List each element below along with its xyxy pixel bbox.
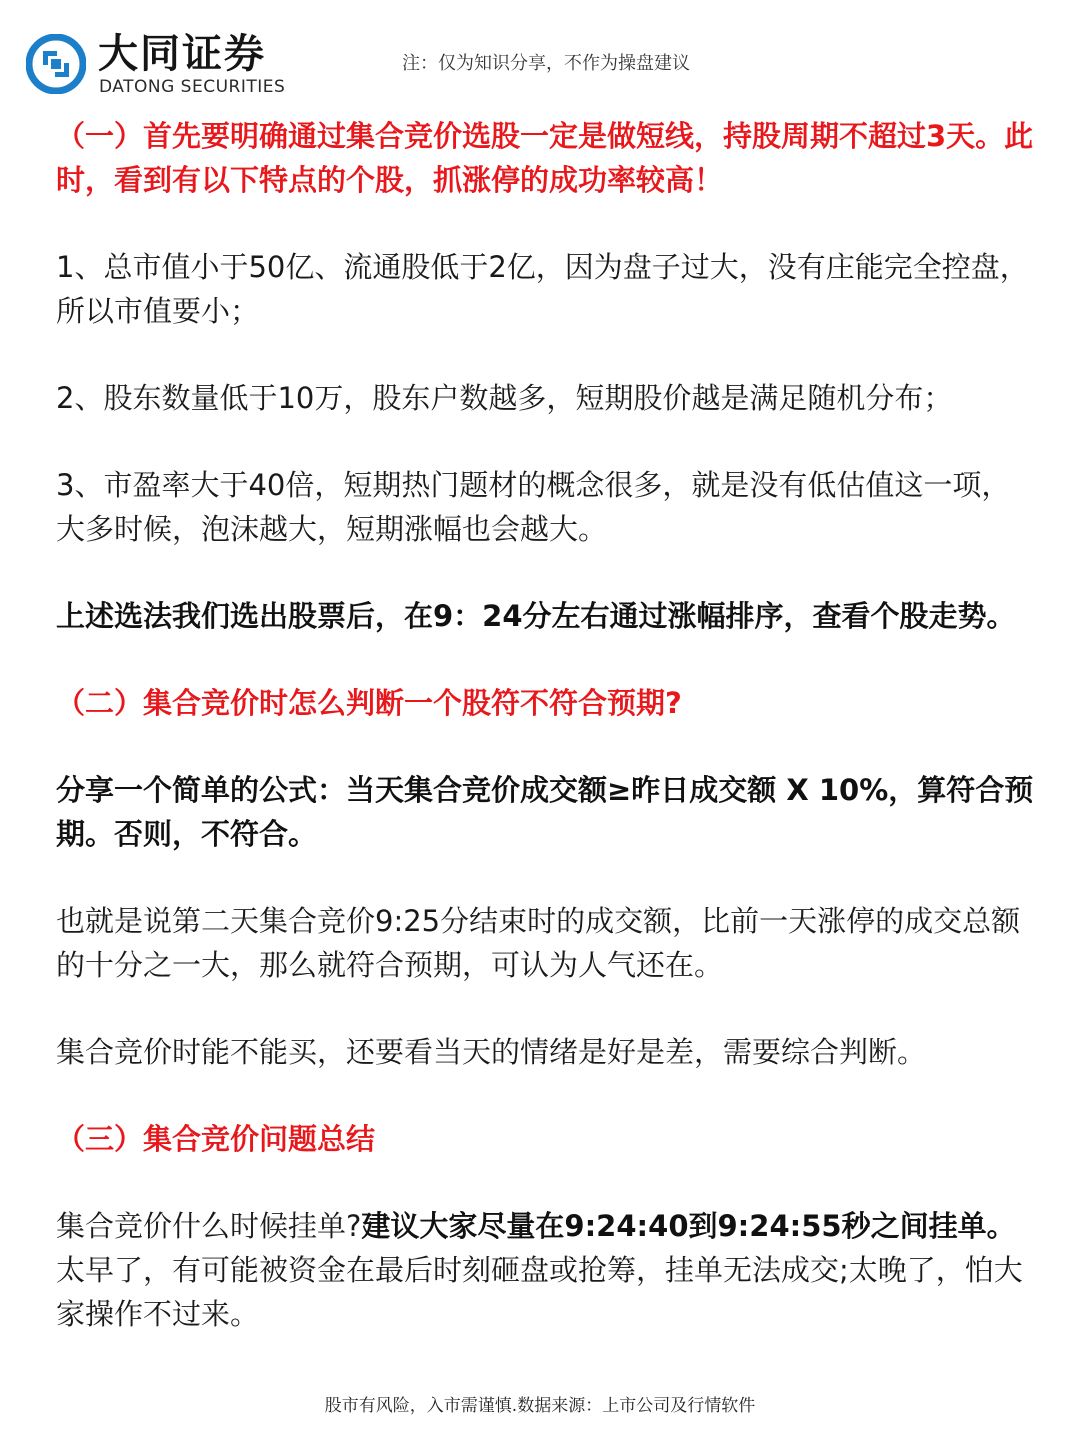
footer-disclaimer: 股市有风险，入市需谨慎.数据来源：上市公司及行情软件: [324, 1396, 756, 1416]
list-item-3: 3、市盈率大于40倍，短期热门题材的概念很多，就是没有低估值这一项，大多时候，泡沫越大，短期涨幅也会越大。: [56, 468, 1011, 546]
timing-advice: 建议大家尽量在9:24:40到9:24:55秒之间挂单。: [361, 1209, 1016, 1243]
timing-reason: 太早了，有可能被资金在最后时刻砸盘或抢筹，挂单无法成交;太晚了，怕大家操作不过来。: [56, 1253, 1023, 1331]
logo-english-name: DATONG SECURITIES: [99, 77, 286, 97]
section-heading-2: （二）集合竞价时怎么判断一个股符不符合预期?: [56, 686, 682, 720]
logo-chinese-name: 大同证券: [98, 31, 266, 77]
judgement-paragraph: 集合竞价时能不能买，还要看当天的情绪是好是差，需要综合判断。: [56, 1035, 927, 1069]
page-header: [0, 0, 1080, 110]
timing-question: 集合竞价什么时候挂单?: [56, 1209, 362, 1243]
section-heading-1: （一）首先要明确通过集合竞价选股一定是做短线，持股周期不超过3天。此时，看到有以下特点的个股，抓涨停的成功率较高！: [56, 119, 1034, 197]
summary-paragraph: 上述选法我们选出股票后，在9：24分左右通过涨幅排序，查看个股走势。: [56, 599, 1016, 633]
timing-paragraph: [56, 1204, 1036, 1336]
explanation-paragraph: 也就是说第二天集合竞价9:25分结束时的成交额，比前一天涨停的成交总额的十分之一大，那么就符合预期，可认为人气还在。: [56, 904, 1021, 982]
disclaimer-note: 注：仅为知识分享，不作为操盘建议: [402, 53, 690, 74]
datong-logo-icon: [26, 34, 86, 94]
formula-paragraph: 分享一个简单的公式：当天集合竞价成交额≥昨日成交额 X 10%，算符合预期。否则，不符合。: [56, 773, 1034, 851]
list-item-1: 1、总市值小于50亿、流通股低于2亿，因为盘子过大，没有庄能完全控盘，所以市值要小；: [56, 250, 1029, 328]
article-body: [56, 110, 1036, 1336]
list-item-2: 2、股东数量低于10万，股东户数越多，短期股价越是满足随机分布；: [56, 381, 953, 415]
section-heading-3: （三）集合竞价问题总结: [56, 1122, 376, 1156]
